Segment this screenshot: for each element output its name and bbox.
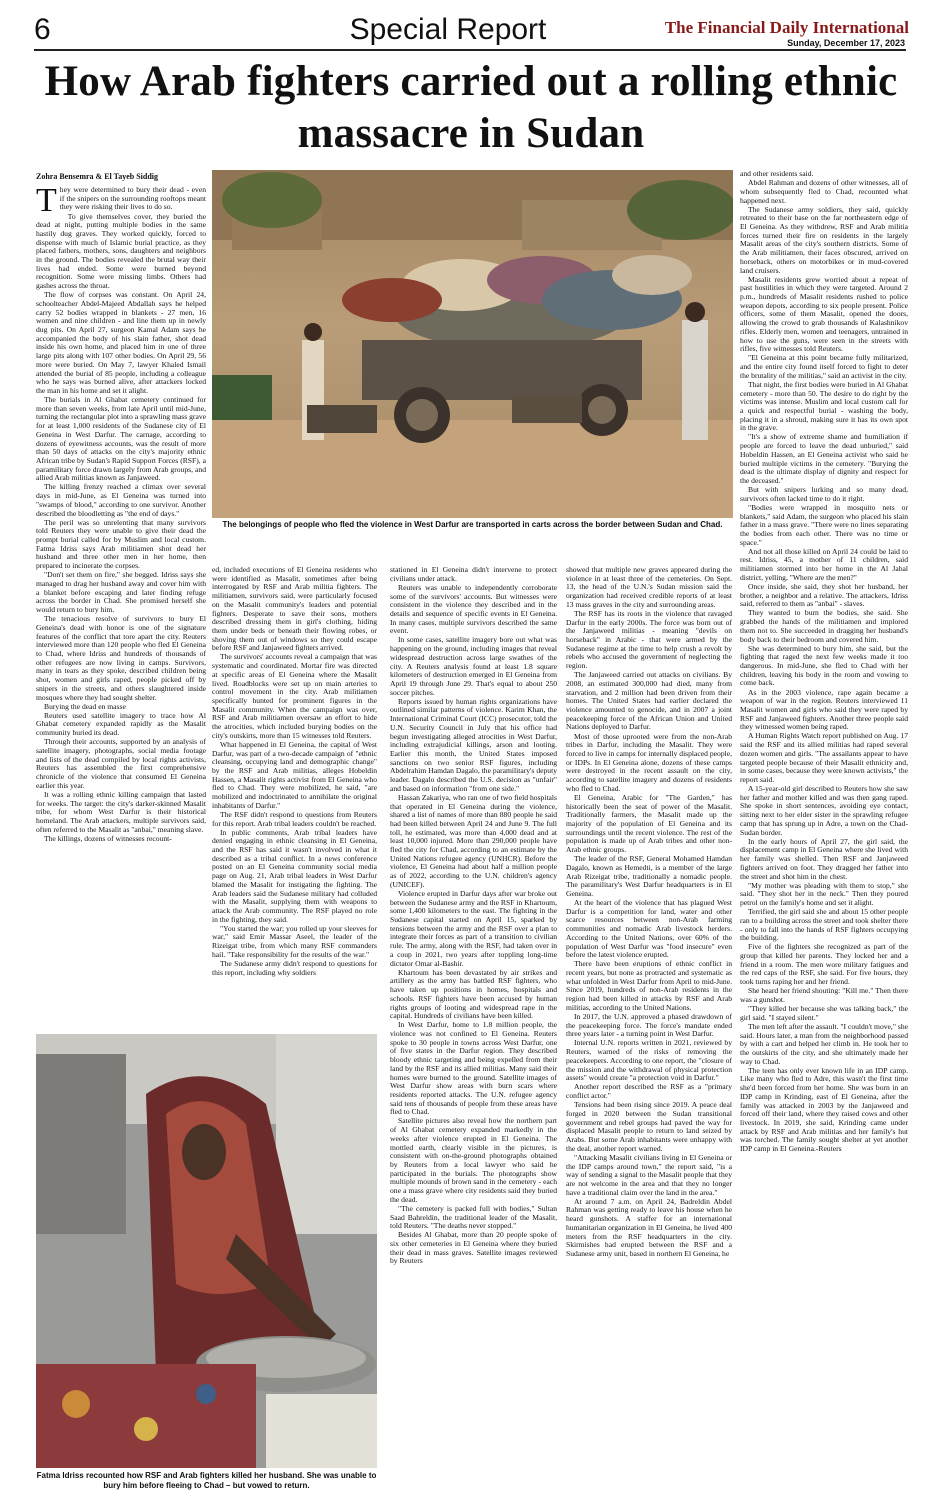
paragraph: "Bodies were wrapped in mosquito nets or blankets," said Adam, the surgeon who placed his slain father in a mass grave. "There were no lines separating the bodies from each other. There was no time or space." — [740, 502, 908, 547]
paragraph: The teen has only ever known life in an IDP camp. Like many who fled to Adre, this wasn't the first time she'd been forced from her home. She was born in an IDP camp in Krinding, east of El Geneina, after the family was attacked in 2003 by the Janjaweed and forced off their land, where they raised cows and other livestock. In 2019, she said, Krinding came under attack by RSF and Arab militias and her family's hut was torched. The family sought shelter at yet another IDP camp in El Geneina.-Reuters — [740, 1065, 908, 1154]
paragraph: "They killed her because she was talking back," the girl said. "I stayed silent." — [740, 1004, 908, 1022]
paragraph: stationed in El Geneina didn't intervene to protect civilians under attack. — [390, 566, 557, 583]
paragraph: The Sudanese army soldiers, they said, quickly retreated to their base on the far northeastern edge of El Geneina. As they withdrew, RSF and Arab militia forces turned their fire on residents in the largely Masalit areas of the city's southern districts. Some of the Arab militiamen, their faces obscured, arrived on horseback, others on motorbikes or in mud-covered land cruisers. — [740, 204, 908, 275]
paragraph: Satellite pictures also reveal how the northern part of Al Ghabat cemetery expanded markedly in the weeks after violence erupted in El Geneina. The mottled earth, clearly visible in the pictures, is consistent with on-the-ground photographs obtained by Reuters from a local lawyer who said he participated in the burials. The photographs show multiple mounds of brown sand in the cemetery - each one a mass grave where city residents said they buried the dead. — [390, 1116, 557, 1204]
paragraph: Reports issued by human rights organizations have outlined similar patterns of violence. Karim Khan, the International Criminal Court (ICC) prosecutor, told the U.N. Security Council in July that his office had begun investigating alleged atrocities in West Darfur, including extrajudicial killings, arson and looting. Earlier this month, the United States imposed sanctions on two senior RSF figures, including Abdelrahim Hamdan Dagalo, the paramilitary's deputy leader. Dagalo described the U.S. decision as "unfair" and based on information "from one side." — [390, 696, 557, 793]
photo-refugee-carts-illustration — [212, 170, 733, 518]
paragraph: In 2017, the U.N. approved a phased drawdown of the peacekeeping force. The force's mandate ended three years later - a turning point in West Darfur. — [566, 1011, 732, 1039]
paragraph: The RSF has its roots in the violence that ravaged Darfur in the early 2000s. The force was born out of the Janjaweed militias - meaning "devils on horseback" in Arabic - that were armed by the Sudanese regime at the time to help crush a revolt by rebels who accused the government of neglecting the region. — [566, 608, 732, 671]
subhead: Burying the dead en masse — [44, 701, 126, 711]
paragraph: It was a rolling ethnic killing campaign that lasted for weeks. The target: the city's darker-skinned Masalit tribe, for whom West Darfur is their historical homeland. The Arab attackers, multiple survivors said, often referred to the Masalit as "anbai," meaning slave. — [36, 789, 206, 834]
paragraph: That night, the first bodies were buried in Al Ghabat cemetery - more than 50. The desire to do right by the victims was intense. Muslim and local custom call for a quick and respectful burial - washing the body, placing it in a shroud, making sure it has its own spot in the grave. — [740, 379, 908, 433]
paragraph: The Janjaweed carried out attacks on civilians. By 2008, an estimated 300,000 had died, many from starvation, and 2 million had been driven from their homes. The United States had earlier declared the violence amounted to genocide, and in 2007 a joint peacekeeping force of the African Union and United Nations deployed to Darfur. — [566, 670, 732, 732]
paragraph: A 15-year-old girl described to Reuters how she saw her father and mother killed and was then gang raped. She spoke in short sentences, avoiding eye contact, sitting next to her elder sister in the sprawling refugee camp that has sprung up in Adre, a town on the Chad-Sudan border. — [740, 784, 908, 837]
masthead: The Financial Daily International — [664, 18, 909, 37]
paragraph: El Geneina, Arabic for "The Garden," has historically been the seat of power of the Masalit. Traditionally farmers, the Masalit made up the majority of the population of El Geneina and its surroundings until the recent violence. The rest of the population is made up of Arab tribes and other non-Arab ethnic groups. — [566, 792, 732, 855]
section-title: Special Report — [349, 13, 547, 46]
article-column-1 — [36, 186, 206, 1022]
paragraph: ed, included executions of El Geneina residents who were identified as Masalit, sometimes after being interrogated by RSF and Arab militia fighters. The militiamen, survivors said, were particularly focused on the Masalit community's leaders and potential fighters. Desperate to save their sons, mothers described dressing them in girl's clothing, hiding them under beds or beneath their flowing robes, or shoving them out of windows so they could escape before RSF and Janjaweed fighters arrived. — [212, 566, 377, 653]
paragraph: She heard her friend shouting: "Kill me." Then there was a gunshot. — [740, 986, 908, 1004]
paragraph: Violence erupted in Darfur days after war broke out between the Sudanese army and the RSF in Khartoum, some 1,400 kilometers to the east. The fighting in the Sudanese capital started on April 15, sparked by tensions between the army and the RSF over a plan to integrate their forces as part of a transition to civilian rule. The army, along with the RSF, had taken over in a coup in 2021, two years after toppling long-time dictator Omar al-Bashir. — [390, 888, 557, 968]
paragraph: Abdel Rahman and dozens of other witnesses, all of whom subsequently fled to Chad, recounted what happened next. — [740, 178, 908, 205]
paragraph: The tenacious resolve of survivors to bury El Geneina's dead with honor is one of the signature features of the conflict that tore apart the city. Reuters interviewed more than 120 people who fled El Geneina to Chad, where Idriss and hundreds of thousands of other refugees are now living in camps. Survivors, many in tears as they spoke, described children being shot, women and girls raped, people picked off by snipers in the streets, and others slaughtered inside mosques where they had sought shelter. — [36, 614, 206, 702]
paragraph: And not all those killed on April 24 could be laid to rest. Idriss, 45, a mother of 11 children, said militiamen stormed into her home in the Al Jabal district, yelling, "Where are the men?" — [740, 546, 908, 582]
photo-fatma-idriss-illustration — [36, 1034, 377, 1468]
paragraph: The killings, dozens of witnesses recount- — [44, 833, 172, 843]
paragraph: "You started the war; you rolled up your sleeves for war," said Emir Massar Aseel, the leader of the Rizeigat tribe, from which many RSF commanders hail. "Take responsibility for the results of the war." — [212, 923, 377, 959]
paragraph: "Don't set them on fire," she begged. Idriss says she managed to drag her husband away and cover him with a blanket before escaping and later finding refuge across the border in Chad. She promised herself she would return to bury him. — [36, 570, 206, 615]
dropcap: T — [36, 186, 57, 219]
header-rule — [34, 49, 906, 51]
photo-fatma-idriss — [36, 1034, 377, 1468]
paragraph: They wanted to burn the bodies, she said. She grabbed the hands of the militiamen and implored them not to. She succeeded in dragging her husband's body back to their bedroom and covered him. — [740, 608, 908, 644]
paragraph: "El Geneina at this point became fully militarized, and the entire city found itself forced to fight to deter the brutality of the militias," said an activist in the city. — [740, 353, 908, 380]
paragraph: hey were determined to bury their dead - even if the snipers on the surrounding rooftops meant they were risking their lives to do so. — [59, 186, 206, 212]
paragraph: In West Darfur, home to 1.8 million people, the violence was not confined to El Geneina. Reuters spoke to 30 people in towns across West Darfur, one of five states in the Darfur region. They described bloody ethnic targeting and being expelled from their land by the RSF and its allied militias. Many said their homes were burned to the ground. Satellite images of West Darfur show areas with burn scars where residents reported attacks. The U.N. refugee agency said tens of thousands of people from these areas have fled to Chad. — [390, 1020, 557, 1117]
paragraph: Khartoum has been devastated by air strikes and artillery as the army has battled RSF fighters, who have taken up positions in homes, hospitals and schools. RSF fighters have been accused by human rights groups of looting and widespread rape in the capital. Hundreds of civilians have been killed. — [390, 967, 557, 1021]
paragraph: showed that multiple new graves appeared during the violence in at least three of the cemeteries. On Sept. 13, the head of the U.N.'s Sudan mission said the organization had received credible reports of at least 13 mass graves in the city and surrounding areas. — [566, 566, 732, 609]
paragraph: Reuters was unable to independently corroborate some of the survivors' accounts. But witnesses were consistent in the violence they described and in the details and sequence of specific events in El Geneina. In many cases, multiple survivors described the same event. — [390, 582, 557, 636]
paragraph: "My mother was pleading with them to stop," she said. "They shot her in the neck." Then they poured petrol on the family's home and set it alight. — [740, 880, 908, 907]
page-number: 6 — [34, 13, 51, 46]
paragraph: The leader of the RSF, General Mohamed Hamdan Dagalo, known as Hemedti, is a member of the large Arab Rizeigat tribe, traditionally a nomadic people. The paramilitary's West Darfur headquarters is in El Geneina. — [566, 854, 732, 898]
paragraph: Terrified, the girl said she and about 15 other people ran to a building across the street and took shelter there - only to fall into the hands of RSF fighters occupying the building. — [740, 907, 908, 943]
headline: How Arab fighters carried out a rolling ethnic massacre in Sudan — [44, 58, 898, 157]
paragraph: To give themselves cover, they buried the dead at night, putting multiple bodies in the same hastily dug graves. They worked quickly, forced to dispense with much of Islamic burial practice, as they placed fathers, mothers, sons, daughters and neighbors in the ground. The bodies revealed the brutal way their lives had ended. Some were burned beyond recognition. Some were missing limbs. Others had gashes across the throat. — [36, 211, 206, 291]
paragraph: Another report described the RSF as a "primary conflict actor." — [566, 1082, 732, 1101]
paragraph: In some cases, satellite imagery bore out what was happening on the ground, including images that reveal widespread destruction across large swathes of the city. A Reuters analysis found at least 1.8 square kilometers of destruction emerged in El Geneina from April 19 through June 29. That's equal to about 250 soccer pitches. — [390, 635, 557, 697]
paragraph: In the early hours of April 27, the girl said, the displacement camp in El Geneina where she lived with her family was shelled. Then RSF and Janjaweed fighters arrived on foot. They dragged her father into the street and shot him in the chest. — [740, 836, 908, 881]
paragraph: What happened in El Geneina, the capital of West Darfur, was part of a two-decade campaign of "ethnic cleansing, occupying land and demographic change" by the RSF and Arab militias, alleges Hobeldin Hassen, a Masalit rights activist from El Geneina who fled to Chad. They were mobilized, he said, "are mobilized and indoctrinated to annihilate the original inhabitants of Darfur." — [212, 739, 377, 810]
paragraph: But with snipers lurking and so many dead, survivors often lacked time to do it right. — [740, 485, 908, 503]
paragraph: Five of the fighters she recognized as part of the group that killed her parents. They locked her and a friend in a room. The men wore military fatigues and the red caps of the RSF, she said. For five hours, they took turns raping her and her friend. — [740, 942, 908, 987]
photo-refugee-carts — [212, 170, 733, 518]
article-column-4 — [566, 566, 732, 1502]
paragraph: The killing frenzy reached a climax over several days in mid-June, as El Geneina was turned into "swamps of blood," according to one survivor. Another described the bloodletting as "the end of days." — [36, 482, 206, 518]
paragraph: Reuters used satellite imagery to trace how Al Ghabat cemetery expanded rapidly as the Masalit community buried its dead. — [36, 710, 206, 738]
paragraph: The peril was so unrelenting that many survivors told Reuters they were unable to give their dead the prompt burial called for by Muslim and local custom. Fatma Idriss says Arab militiamen shot dead her husband and three other men in her home, then prepared to incinerate the corpses. — [36, 517, 206, 571]
paragraph: Once inside, she said, they shot her husband, her brother, a neighbor and a relative. The attackers, Idriss said, referred to them as "anbai" - slaves. — [740, 581, 908, 609]
paragraph: The burials in Al Ghabat cemetery continued for more than seven weeks, from late April until mid-June, turning the rectangular plot into a sprawling mass grave for at least 1,000 residents of the Sudanese city of El Geneina in West Darfur. The carnage, according to dozens of eyewitness accounts, was the result of more than 50 days of attacks on the city's majority ethnic African tribe by Sudan's Rapid Support Forces (RSF), a paramilitary force drawn largely from Arab groups, and allied Arab militias known as Janjaweed. — [36, 395, 206, 483]
article-column-5 — [740, 170, 908, 1502]
paragraph: "It's a show of extreme shame and humiliation if people are forced to leave the dead unburied," said Hobeldin Hassen, an El Geneina activist who said he buried multiple victims in the cemetery. "Burying the dead is the ultimate display of dignity and respect for the deceased." — [740, 432, 908, 485]
paragraph: There have been eruptions of ethnic conflict in recent years, but none as protracted and systematic as what unfolded in West Darfur from April to mid-June. Since 2019, hundreds of non-Arab residents in the region had been killed in attacks by RSF and Arab militias, according to the United Nations. — [566, 959, 732, 1012]
paragraph: Internal U.N. reports written in 2021, reviewed by Reuters, warned of the risks of removing the peacekeepers. According to one report, the "closure of the mission and the withdrawal of physical protection assets" would create "a protection void in Darfur." — [566, 1038, 732, 1083]
paragraph: "Attacking Masalit civilians living in El Geneina or the IDP camps around town," the report said, "is a way of sending a signal to the Masalit people that they are not welcome in the area and that they no longer have a traditional claim over the land in the area." — [566, 1152, 732, 1197]
paragraph: The survivors' accounts reveal a campaign that was systematic and coordinated. Mortar fire was directed at specific areas of El Geneina where the Masalit lived. Roadblocks were set up on main arteries to control movement in the city. Arab militiamen specifically hunted for prominent figures in the Masalit community. When the campaign was over, RSF and Arab militiamen oversaw an effort to hide the atrocities, which included burying bodies on the city's outskirts, more than 15 witnesses told Reuters. — [212, 652, 377, 740]
paragraph: Besides Al Ghabat, more than 20 people spoke of six other cemeteries in El Geneina where they buried their dead in mass graves. Satellite images reviewed by Reuters — [390, 1230, 557, 1266]
byline: Zohra Bensemra & El Tayeb Siddig — [36, 172, 159, 181]
article-column-2 — [212, 566, 377, 978]
paragraph: Hassan Zakariya, who ran one of two field hospitals that operated in El Geneina during the violence, shared a list of names of more than 880 people he said had been killed between April 24 and June 9. The full toll, he estimated, was more than 4,000 dead and at least 10,000 injured. More than 290,000 people have fled the city for Chad, according to an estimate by the United Nations refugee agency (UNHCR). Before the violence, El Geneina had about half a million people as of 2022, according to the U.N. children's agency (UNICEF). — [390, 792, 557, 889]
article-column-3 — [390, 566, 557, 1502]
paragraph: The RSF didn't respond to questions from Reuters for this report. Arab tribal leaders couldn't be reached. — [212, 809, 377, 828]
paragraph: As in the 2003 violence, rape again became a weapon of war in the region. Reuters interviewed 11 Masalit women and girls who said they were raped by RSF and Janjaweed fighters. Another three people said they witnessed women being raped. — [740, 687, 908, 732]
caption-main-photo: The belongings of people who fled the violence in West Darfur are transported in carts across the border between Sudan and Chad. — [222, 520, 723, 529]
paragraph: At the heart of the violence that has plagued West Darfur is a competition for land, water and other scarce resources between non-Arab farming communities and nomadic Arab livestock herders. According to the United Nations, over 60% of the population of West Darfur was "food insecure" even before the latest violence erupted. — [566, 898, 732, 960]
caption-woman-photo: Fatma Idriss recounted how RSF and Arab fighters killed her husband. She was unable to bury him before fleeing to Chad – but vowed to return. — [36, 1471, 377, 1490]
paragraph: "The cemetery is packed full with bodies," Sultan Saad Bahreldin, the traditional leader of the Masalit, told Reuters. "The deaths never stopped." — [390, 1203, 557, 1231]
paragraph: Tensions had been rising since 2019. A peace deal forged in 2020 between the Sudan transitional government and rebel groups had paved the way for displaced Masalit people to return to land seized by Arabs. But some Arab inhabitants were unhappy with the deal, another report warned. — [566, 1100, 732, 1153]
paragraph: and other residents said. — [740, 170, 814, 178]
paragraph: In public comments, Arab tribal leaders have denied engaging in ethnic cleansing in El Geneina, and the RSF has said it wasn't involved in what it described as a tribal conflict. In a news conference posted on an El Geneina community social media page on Aug. 21, Arab tribal leaders in West Darfur blamed the Masalit for instigating the fighting. The Arab leaders said the Sudanese military had colluded with the Masalit, supplying them with weapons to attack the Arab community. The RSF played no role in the fighting, they said. — [212, 827, 377, 924]
paragraph: Through their accounts, supported by an analysis of satellite imagery, photographs, social media footage and lists of the dead compiled by local rights activists, Reuters has assembled the first comprehensive chronicle of the violence that consumed El Geneina earlier this year. — [36, 737, 206, 790]
paragraph: Most of those uprooted were from the non-Arab tribes in Darfur, including the Masalit. They were forced to live in camps for internally displaced people, or IDPs. In El Geneina alone, dozens of these camps were destroyed in the recent assault on the city, according to satellite imagery and dozens of residents who fled to Chad. — [566, 731, 732, 793]
paragraph: The Sudanese army didn't respond to questions for this report, including why soldiers — [212, 958, 377, 977]
paragraph: The men left after the assault. "I couldn't move," she said. Hours later, a man from the neighborhood passed by with a cart and helped her climb in. He took her to the outskirts of the city, and she ultimately made her way to Chad. — [740, 1021, 908, 1066]
paragraph: A Human Rights Watch report published on Aug. 17 said the RSF and its allied militias had raped several dozen women and girls. "The assailants appear to have targeted people because of their Masalit ethnicity and, in some cases, because they were known activists," the report said. — [740, 731, 908, 784]
paragraph: At around 7 a.m. on April 24, Badreldin Abdel Rahman was getting ready to leave his house when he heard gunshots. A staffer for an international humanitarian organization in El Geneina, he lived 400 meters from the RSF headquarters in the city. Skirmishes had erupted between the RSF and a Sudanese army unit, based in northern El Geneina, he — [566, 1196, 732, 1258]
paragraph: Masalit residents grew worried about a repeat of past hostilities in which they were targeted. Around 2 p.m., hundreds of Masalit residents rushed to police weapon depots, according to six people present. Police officers, some of them Masalit, opened the doors, allowing the crowd to grab thousands of Kalashnikov rifles. Elderly men, women and teenagers, untrained in how to use the guns, were seen in the streets with rifles, five witnesses told Reuters. — [740, 274, 908, 354]
paragraph: She was determined to bury him, she said, but the fighting that raged the next few weeks made it too dangerous. In mid-June, she fled to Chad with her children, leaving his body in the room and vowing to come back. — [740, 643, 908, 688]
issue-date: Sunday, December 17, 2023 — [787, 38, 905, 48]
paragraph: The flow of corpses was constant. On April 24, schoolteacher Abdel-Majeed Abdallah says he helped carry 52 bodies wrapped in blankets - 27 men, 16 women and nine children - and line them up in newly dug pits. On April 27, surgeon Kamal Adam says he accompanied the body of his slain father, shot dead inside his own home, and placed him in one of three large pits along with 107 other bodies. On April 29, 56 more were buried. On May 7, lawyer Khaled Ismail attended the burial of 85 people, including a colleague who he says was burned alive, after attackers locked the man in his home and set it alight. — [36, 290, 206, 395]
